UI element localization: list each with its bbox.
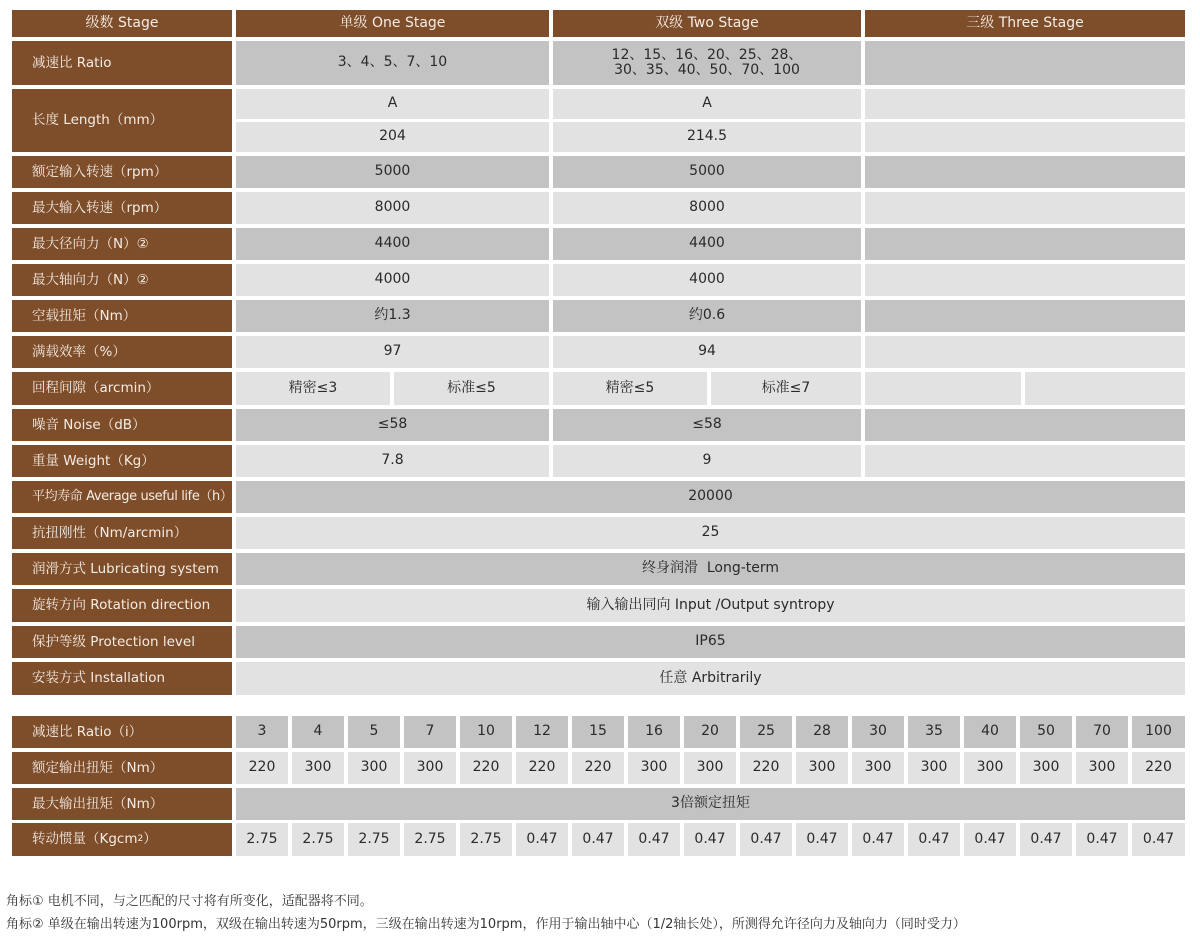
label-torsional-stiffness: 抗扭刚性（Nm/arcmin）	[12, 517, 232, 549]
moment-of-inertia-cell: 0.47	[908, 823, 960, 856]
moment-of-inertia-cell: 0.47	[1076, 823, 1128, 856]
useful-life-value: 20000	[236, 481, 1185, 513]
ratio-i-cell: 40	[964, 716, 1016, 748]
ratio-i-cell: 7	[404, 716, 456, 748]
length-three-a	[865, 89, 1185, 119]
ratio-i-cell: 20	[684, 716, 736, 748]
moment-of-inertia-cell: 0.47	[1020, 823, 1072, 856]
label-no-load-torque: 空载扭矩（Nm）	[12, 300, 232, 332]
ratio-i-cell: 28	[796, 716, 848, 748]
length-one-a: A	[236, 89, 549, 119]
efficiency-three	[865, 336, 1185, 368]
label-rotation-direction: 旋转方向 Rotation direction	[12, 589, 232, 622]
rated-output-torque-cell: 300	[684, 752, 736, 784]
rated-speed-two: 5000	[553, 156, 861, 188]
backlash-three-standard	[1025, 372, 1185, 405]
protection-level-value: IP65	[236, 626, 1185, 658]
efficiency-two: 94	[553, 336, 861, 368]
ratio-i-cell: 5	[348, 716, 400, 748]
length-three-value	[865, 122, 1185, 152]
moment-of-inertia-cell: 0.47	[684, 823, 736, 856]
moment-of-inertia-cell: 0.47	[796, 823, 848, 856]
ratio-two-stage	[553, 41, 861, 85]
noise-three	[865, 409, 1185, 441]
rated-output-torque-cell: 300	[852, 752, 904, 784]
rated-output-torque-cell: 300	[404, 752, 456, 784]
moment-of-inertia-cell: 0.47	[516, 823, 568, 856]
axial-force-two: 4000	[553, 264, 861, 296]
moment-of-inertia-cell: 0.47	[572, 823, 624, 856]
radial-force-two: 4400	[553, 228, 861, 260]
rated-output-torque-cell: 220	[516, 752, 568, 784]
no-load-torque-three	[865, 300, 1185, 332]
rated-output-torque-cell: 220	[572, 752, 624, 784]
rated-output-torque-cell: 300	[628, 752, 680, 784]
label-noise: 噪音 Noise（dB）	[12, 409, 232, 441]
label-protection-level: 保护等级 Protection level	[12, 626, 232, 658]
label-backlash: 回程间隙（arcmin）	[12, 372, 232, 405]
backlash-one-standard: 标准≤5	[394, 372, 549, 405]
radial-force-three	[865, 228, 1185, 260]
rated-output-torque-cell: 300	[964, 752, 1016, 784]
ratio-i-cell: 35	[908, 716, 960, 748]
ratio-i-cell: 16	[628, 716, 680, 748]
lubrication-value: 终身润滑 Long-term	[236, 553, 1185, 585]
radial-force-one: 4400	[236, 228, 549, 260]
ratio-i-cell: 30	[852, 716, 904, 748]
rated-output-torque-cell: 220	[460, 752, 512, 784]
max-speed-one: 8000	[236, 192, 549, 224]
header-three-stage: 三级 Three Stage	[865, 10, 1185, 37]
label-useful-life: 平均寿命 Average useful life（h）	[12, 481, 232, 513]
moment-of-inertia-cell: 2.75	[236, 823, 288, 856]
rated-output-torque-cell: 300	[1020, 752, 1072, 784]
length-one-value: 204	[236, 122, 549, 152]
ratio-i-cell: 10	[460, 716, 512, 748]
inertia-label-pre: 转动惯量（Kgcm	[32, 831, 138, 848]
label-radial-force: 最大径向力（N）②	[12, 228, 232, 260]
ratio-i-cell: 25	[740, 716, 792, 748]
label-max-output-torque: 最大输出扭矩（Nm）	[12, 788, 232, 820]
ratio-i-cell: 15	[572, 716, 624, 748]
inertia-label-post: ）	[143, 831, 157, 848]
backlash-two-standard: 标准≤7	[711, 372, 861, 405]
moment-of-inertia-cell: 0.47	[852, 823, 904, 856]
length-two-value: 214.5	[553, 122, 861, 152]
rated-output-torque-cell: 300	[348, 752, 400, 784]
header-two-stage: 双级 Two Stage	[553, 10, 861, 37]
rated-speed-one: 5000	[236, 156, 549, 188]
backlash-three-precise	[865, 372, 1021, 405]
rated-output-torque-cell: 300	[1076, 752, 1128, 784]
axial-force-one: 4000	[236, 264, 549, 296]
footnote-1: 角标① 电机不同，与之匹配的尺寸将有所变化，适配器将不同。	[6, 894, 373, 909]
installation-value: 任意 Arbitrarily	[236, 662, 1185, 695]
header-stage: 级数 Stage	[12, 10, 232, 37]
ratio-two-line1: 12、15、16、20、25、28、	[611, 46, 803, 63]
moment-of-inertia-cell: 2.75	[404, 823, 456, 856]
noise-two: ≤58	[553, 409, 861, 441]
ratio-i-cell: 100	[1132, 716, 1185, 748]
label-length: 长度 Length（mm）	[12, 89, 232, 152]
moment-of-inertia-cell: 2.75	[348, 823, 400, 856]
ratio-three-stage	[865, 41, 1185, 85]
label-axial-force: 最大轴向力（N）②	[12, 264, 232, 296]
ratio-one-stage: 3、4、5、7、10	[236, 41, 549, 85]
label-installation: 安装方式 Installation	[12, 662, 232, 695]
rated-output-torque-cell: 220	[1132, 752, 1185, 784]
moment-of-inertia-cell: 0.47	[964, 823, 1016, 856]
rotation-direction-value: 输入输出同向 Input /Output syntropy	[236, 589, 1185, 622]
label-moment-of-inertia	[12, 823, 232, 856]
label-weight: 重量 Weight（Kg）	[12, 445, 232, 477]
ratio-i-cell: 12	[516, 716, 568, 748]
moment-of-inertia-cell: 2.75	[292, 823, 344, 856]
efficiency-one: 97	[236, 336, 549, 368]
inertia-label-sup: 2	[137, 833, 144, 844]
label-ratio: 减速比 Ratio	[12, 41, 232, 85]
max-speed-two: 8000	[553, 192, 861, 224]
moment-of-inertia-cell: 2.75	[460, 823, 512, 856]
label-ratio-i: 减速比 Ratio（i）	[12, 716, 232, 748]
rated-output-torque-cell: 220	[740, 752, 792, 784]
weight-two: 9	[553, 445, 861, 477]
header-one-stage: 单级 One Stage	[236, 10, 549, 37]
footnote-2: 角标② 单级在输出转速为100rpm，双级在输出转速为50rpm，三级在输出转速为10rpm，作用于输出轴中心（1/2轴长处），所测得允许径向力及轴向力（同时受力）	[6, 917, 966, 932]
rated-output-torque-cell: 220	[236, 752, 288, 784]
noise-one: ≤58	[236, 409, 549, 441]
ratio-i-cell: 70	[1076, 716, 1128, 748]
ratio-two-line2: 30、35、40、50、70、100	[614, 62, 800, 78]
rated-speed-three	[865, 156, 1185, 188]
label-rated-speed: 额定输入转速（rpm）	[12, 156, 232, 188]
ratio-i-cell: 3	[236, 716, 288, 748]
label-lubrication: 润滑方式 Lubricating system	[12, 553, 232, 585]
moment-of-inertia-cell: 0.47	[628, 823, 680, 856]
no-load-torque-two: 约0.6	[553, 300, 861, 332]
backlash-two-precise: 精密≤5	[553, 372, 707, 405]
moment-of-inertia-cell: 0.47	[1132, 823, 1185, 856]
label-max-speed: 最大输入转速（rpm）	[12, 192, 232, 224]
label-rated-output-torque: 额定输出扭矩（Nm）	[12, 752, 232, 784]
backlash-one-precise: 精密≤3	[236, 372, 390, 405]
ratio-i-cell: 4	[292, 716, 344, 748]
max-output-torque-value: 3倍额定扭矩	[236, 788, 1185, 820]
weight-three	[865, 445, 1185, 477]
weight-one: 7.8	[236, 445, 549, 477]
label-efficiency: 满载效率（%）	[12, 336, 232, 368]
length-two-a: A	[553, 89, 861, 119]
moment-of-inertia-cell: 0.47	[740, 823, 792, 856]
rated-output-torque-cell: 300	[292, 752, 344, 784]
max-speed-three	[865, 192, 1185, 224]
axial-force-three	[865, 264, 1185, 296]
rated-output-torque-cell: 300	[796, 752, 848, 784]
no-load-torque-one: 约1.3	[236, 300, 549, 332]
ratio-i-cell: 50	[1020, 716, 1072, 748]
rated-output-torque-cell: 300	[908, 752, 960, 784]
torsional-stiffness-value: 25	[236, 517, 1185, 549]
